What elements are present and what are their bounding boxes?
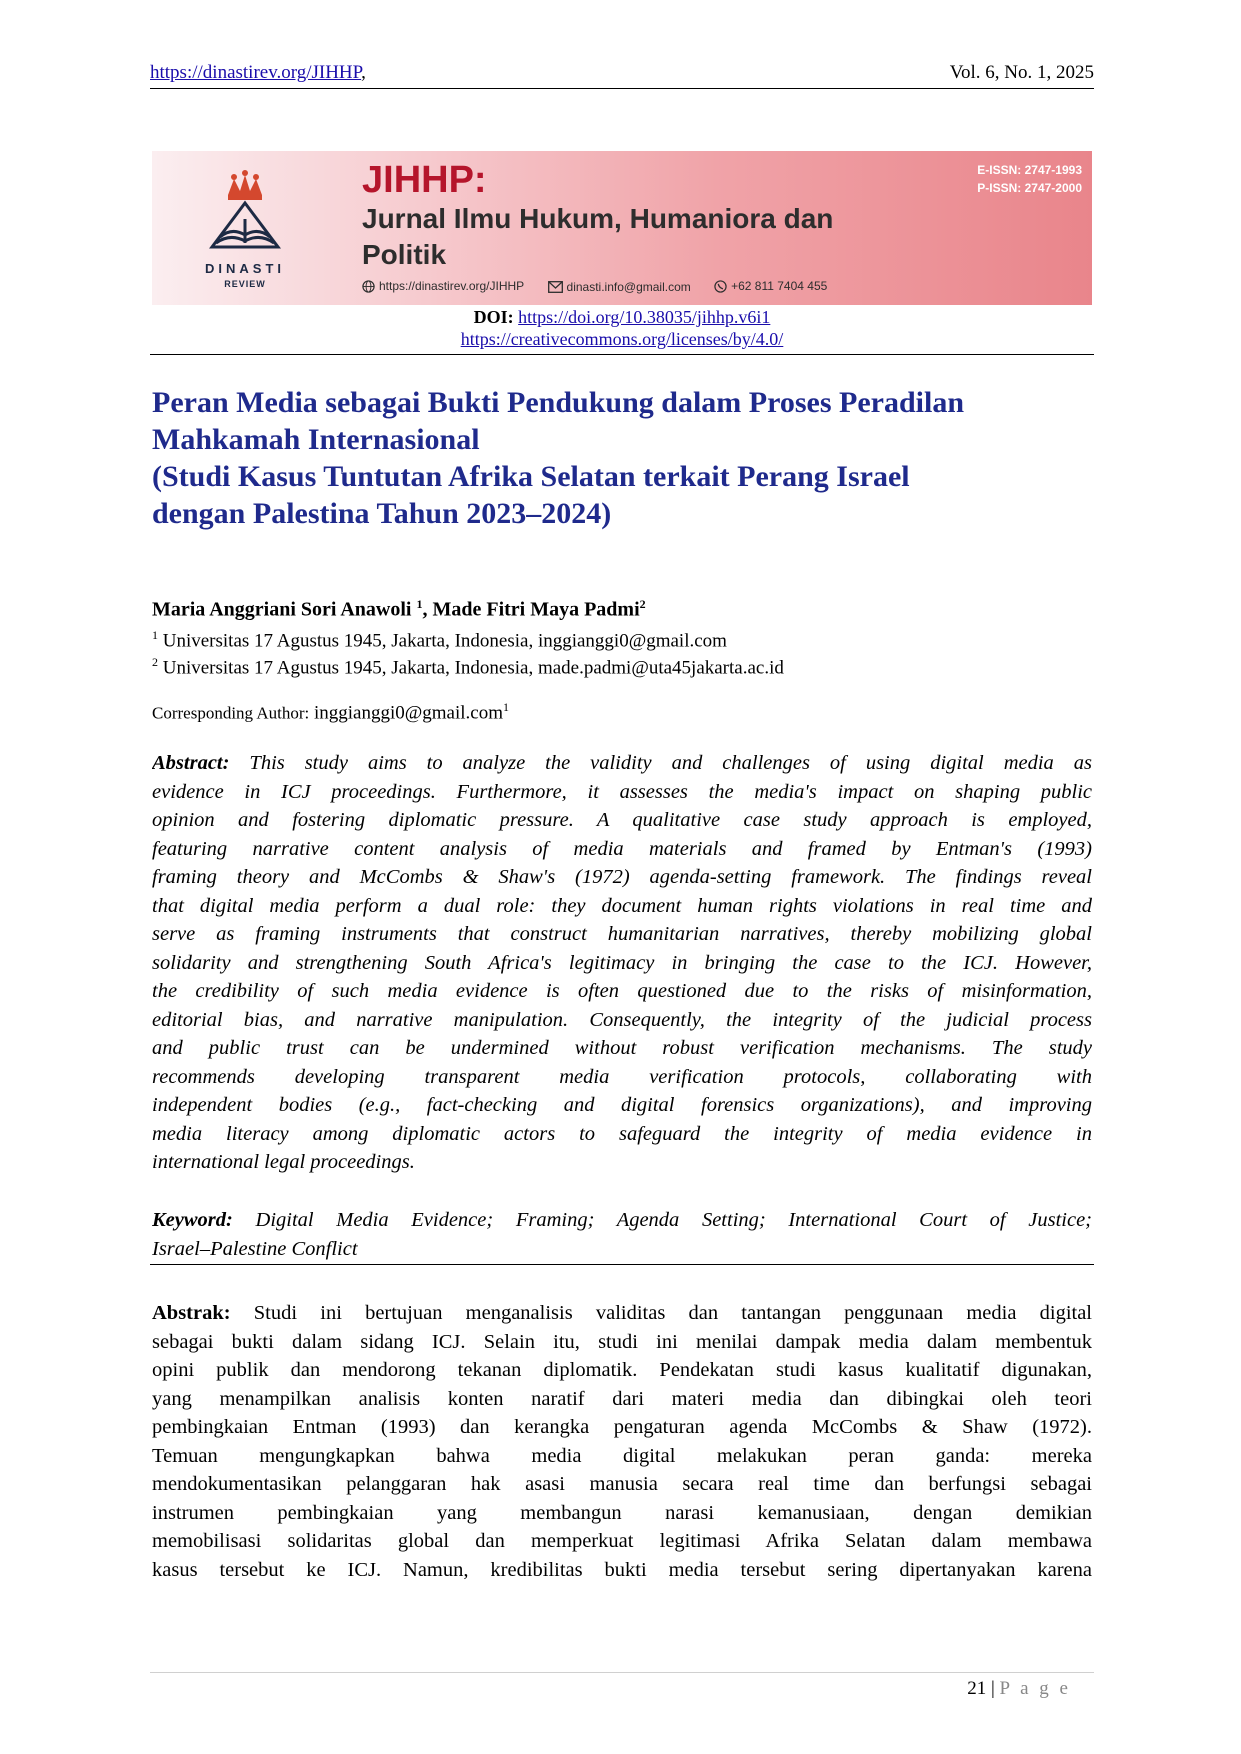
journal-name-line2: Politik: [362, 239, 447, 270]
keyword-line: Israel–Palestine Conflict: [152, 1237, 358, 1260]
keywords-divider: [150, 1264, 1094, 1265]
doi-divider: [150, 354, 1094, 355]
affiliation-2: $^2$ Universitas 17 Agustus 1945, Jakarta, Indonesia, made.padmi@uta45jakarta.ac.id: [152, 655, 784, 679]
logo-wordmark: DINASTI: [205, 261, 285, 276]
author-sup: 2: [639, 597, 646, 611]
footer-divider: [150, 1672, 1094, 1673]
corr-label: Corresponding Author:: [152, 703, 310, 723]
abstrak-line: Temuan mengungkapkan bahwa media digital melakukan peran ganda: mereka: [152, 1444, 1092, 1467]
globe-icon: [362, 280, 375, 293]
page-number: 21: [967, 1678, 987, 1699]
abstrak-label: Abstrak:: [152, 1302, 231, 1324]
affiliation-1: $^1$ Universitas 17 Agustus 1945, Jakarta, Indonesia, inggianggi0@gmail.com: [152, 628, 727, 652]
abstract-line: serve as framing instruments that construct humanitarian narratives, thereby mobilizing global: [152, 923, 1092, 945]
corresponding-author: Corresponding Author: inggianggi0@gmail.com$^1$: [152, 700, 509, 724]
e-issn: E-ISSN: 2747-1993: [977, 163, 1082, 177]
abstrak-line: opini publik dan mendorong tekanan diplomatik. Pendekatan studi kasus kualitatif digunakan,: [152, 1359, 1092, 1381]
doi-link[interactable]: https://doi.org/10.38035/jihhp.v6i1: [518, 307, 771, 327]
website-contact[interactable]: https://dinastirev.org/JIHHP: [362, 279, 524, 293]
keyword-label: Keyword:: [152, 1209, 233, 1231]
journal-url-link[interactable]: https://dinastirev.org/JIHHP,: [150, 62, 366, 83]
journal-banner: [152, 151, 1092, 305]
abstract-line: that digital media perform a dual role: they document human rights violations in real time and: [152, 894, 1092, 917]
abstrak-line: kasus tersebut ke ICJ. Namun, kredibilitas bukti media tersebut sering dipertanyakan karena: [152, 1558, 1092, 1581]
abstrak-line: yang menampilkan analisis konten naratif dari materi media dan dibingkai oleh teori: [152, 1387, 1092, 1410]
abstract-en: [152, 749, 1092, 1177]
abstrak-line: pembingkaian Entman (1993) dan kerangka pengaturan agenda McCombs & Shaw (1972).: [152, 1416, 1092, 1438]
abstract-line: opinion and fostering diplomatic pressure. A qualitative case study approach is employed,: [152, 809, 1092, 831]
author-sup: 1: [416, 597, 423, 611]
journal-name-line1: Jurnal Ilmu Hukum, Humaniora dan: [362, 203, 834, 234]
abstrak-line: sebagai bukti dalam sidang ICJ. Selain itu, studi ini menilai dampak media dalam membentuk: [152, 1330, 1092, 1353]
abstract-line: framing theory and McCombs & Shaw's (1972) agenda-setting framework. The findings reveal: [152, 866, 1092, 888]
abstrak-line: Abstrak: Studi ini bertujuan menganalisis validitas dan tantangan penggunaan media digital: [152, 1302, 1092, 1324]
author-name: Made Fitri Maya Padmi: [432, 598, 640, 621]
abstract-id: [152, 1299, 1092, 1584]
volume-info: Vol. 6, No. 1, 2025: [949, 62, 1094, 83]
title-line: (Studi Kasus Tuntutan Afrika Selatan terkait Perang Israel: [152, 460, 910, 493]
author-name: Maria Anggriani Sori Anawoli: [152, 598, 412, 621]
abstract-line: editorial bias, and narrative manipulation. Consequently, the integrity of the judicial process: [152, 1008, 1092, 1031]
author-list: Maria Anggriani Sori Anawoli $^1$, Made Fitri Maya Padmi$^2$: [152, 597, 646, 621]
abstrak-line: memobilisasi solidaritas global dan memperkuat legitimasi Afrika Selatan dalam membawa: [152, 1530, 1092, 1552]
email-contact[interactable]: dinasti.info@gmail.com: [548, 280, 691, 294]
paper-title: [152, 384, 1092, 532]
abstract-line: Abstract: This study aims to analyze the validity and challenges of using digital media as: [152, 752, 1092, 774]
dinasti-logo: [190, 167, 300, 297]
abstract-line: evidence in ICJ proceedings. Furthermore, it assesses the media's impact on shaping public: [152, 780, 1092, 803]
whatsapp-icon: [714, 280, 727, 293]
doi-block: [152, 306, 1092, 350]
abstract-line: recommends developing transparent media verification protocols, collaborating with: [152, 1065, 1092, 1088]
abstrak-line: instrumen pembingkaian yang membangun narasi kemanusiaan, dengan demikian: [152, 1501, 1092, 1524]
title-line: dengan Palestina Tahun 2023–2024): [152, 497, 612, 530]
page-word: P a g e: [999, 1678, 1071, 1699]
abstract-line: solidarity and strengthening South Africa's legitimacy in bringing the case to the ICJ. However,: [152, 951, 1092, 974]
mail-icon: [548, 281, 563, 293]
title-line: Peran Media sebagai Bukti Pendukung dalam Proses Peradilan: [152, 386, 965, 419]
page-footer: 21 | P a g e: [967, 1678, 1071, 1699]
abstract-line: international legal proceedings.: [152, 1151, 415, 1173]
journal-acronym: JIHHP:: [362, 159, 487, 201]
abstract-line: featuring narrative content analysis of media materials and framed by Entman's (1993): [152, 837, 1092, 860]
keywords: [152, 1206, 1092, 1263]
abstract-line: independent bodies (e.g., fact-checking and digital forensics organizations), and improving: [152, 1094, 1092, 1116]
abstract-line: and public trust can be undermined without robust verification mechanisms. The study: [152, 1037, 1092, 1059]
journal-contacts: [362, 279, 847, 296]
phone-contact[interactable]: +62 811 7404 455: [714, 279, 827, 293]
issn-block: [977, 161, 1082, 197]
abstract-line: the credibility of such media evidence is often questioned due to the risks of misinformation,: [152, 980, 1092, 1002]
doi-label: DOI:: [473, 307, 514, 327]
keyword-line: Keyword: Digital Media Evidence; Framing; Agenda Setting; International Court of Justice;: [152, 1209, 1092, 1231]
logo-subtitle: REVIEW: [224, 279, 266, 289]
corr-email: inggianggi0@gmail.com: [314, 702, 503, 724]
abstract-line: media literacy among diplomatic actors to safeguard the integrity of media evidence in: [152, 1122, 1092, 1145]
running-header: [150, 58, 1094, 89]
abstrak-line: mendokumentasikan pelanggaran hak asasi manusia secara real time dan berfungsi sebagai: [152, 1473, 1092, 1495]
p-issn: P-ISSN: 2747-2000: [977, 181, 1082, 195]
title-line: Mahkamah Internasional: [152, 423, 480, 456]
license-link[interactable]: https://creativecommons.org/licenses/by/4.0/: [460, 329, 784, 349]
abstract-label: Abstract:: [152, 752, 230, 774]
crown-book-icon: [190, 167, 300, 259]
